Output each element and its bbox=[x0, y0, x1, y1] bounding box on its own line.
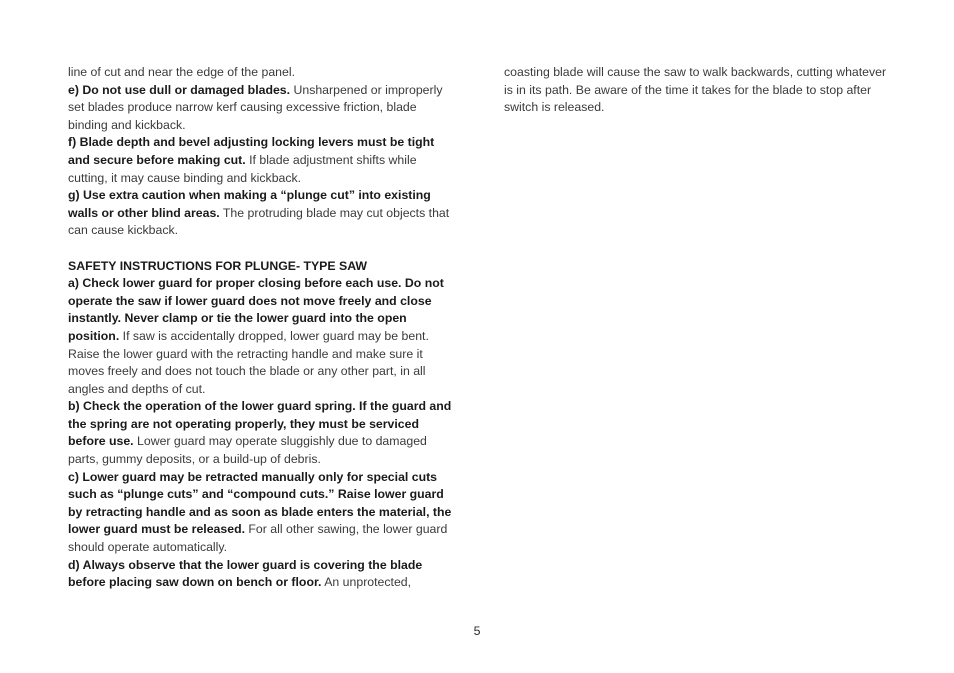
instruction-plunge-d-body: An unprotected, bbox=[321, 575, 412, 590]
right-column bbox=[504, 64, 888, 117]
instruction-plunge-c-heading: c) Lower guard may be retracted manually only for special cuts such as “plunge cuts” and “compound cuts.” Raise lower guard by retracting handle and as soon as blade enters the material, the lower guard must be released. bbox=[68, 469, 452, 537]
section-spacer bbox=[68, 240, 452, 258]
instruction-plunge-c bbox=[68, 469, 452, 557]
instruction-plunge-c-body: For all other sawing, the lower guard should operate automatically. bbox=[68, 522, 448, 555]
instruction-f-heading: f) Blade depth and bevel adjusting locking levers must be tight and secure before making cut. bbox=[68, 135, 435, 167]
section-heading: SAFETY INSTRUCTIONS FOR PLUNGE- TYPE SAW bbox=[68, 258, 368, 273]
instruction-e bbox=[68, 82, 452, 135]
instruction-g-body: The protruding blade may cut objects that can cause kickback. bbox=[68, 205, 450, 238]
instruction-g-heading: g) Use extra caution when making a “plunge cut” into existing walls or other blind areas. bbox=[68, 188, 431, 220]
instruction-plunge-d-heading: d) Always observe that the lower guard is covering the blade before placing saw down on bench or floor. bbox=[68, 557, 423, 590]
instruction-plunge-b-body: Lower guard may operate sluggishly due to damaged parts, gummy deposits, or a build-up of debris. bbox=[68, 434, 427, 467]
instruction-plunge-a-heading: a) Check lower guard for proper closing before each use. Do not operate the saw if lower guard does not move freely and close instantly. Never clamp or tie the lower guard into the open position. bbox=[68, 276, 444, 343]
instruction-plunge-a-body: If saw is accidentally dropped, lower guard may be bent. Raise the lower guard with the retracting handle and make sure it moves freely and does not touch the blade or any other part, in all angles and depths of cut. bbox=[68, 328, 429, 396]
instruction-e-heading: e) Do not use dull or damaged blades. bbox=[68, 82, 291, 97]
instruction-f-body: If blade adjustment shifts while cutting, it may cause binding and kickback. bbox=[68, 152, 417, 185]
instruction-e-body: Unsharpened or improperly set blades produce narrow kerf causing excessive friction, blade binding and kickback. bbox=[68, 82, 443, 132]
instruction-plunge-b-heading: b) Check the operation of the lower guard spring. If the guard and the spring are not operating properly, they must be serviced before use. bbox=[68, 399, 452, 449]
instruction-plunge-d bbox=[68, 557, 452, 592]
continuation-text: coasting blade will cause the saw to walk backwards, cutting whatever is in its path. Be aware of the time it takes for the blade to stop after switch is released. bbox=[504, 65, 887, 115]
instruction-plunge-a bbox=[68, 275, 452, 398]
instruction-g bbox=[68, 187, 452, 240]
instruction-f bbox=[68, 134, 452, 187]
intro-text: line of cut and near the edge of the panel. bbox=[68, 65, 295, 79]
left-column bbox=[68, 64, 452, 592]
instruction-plunge-b bbox=[68, 398, 452, 468]
page-number: 5 bbox=[473, 624, 481, 638]
